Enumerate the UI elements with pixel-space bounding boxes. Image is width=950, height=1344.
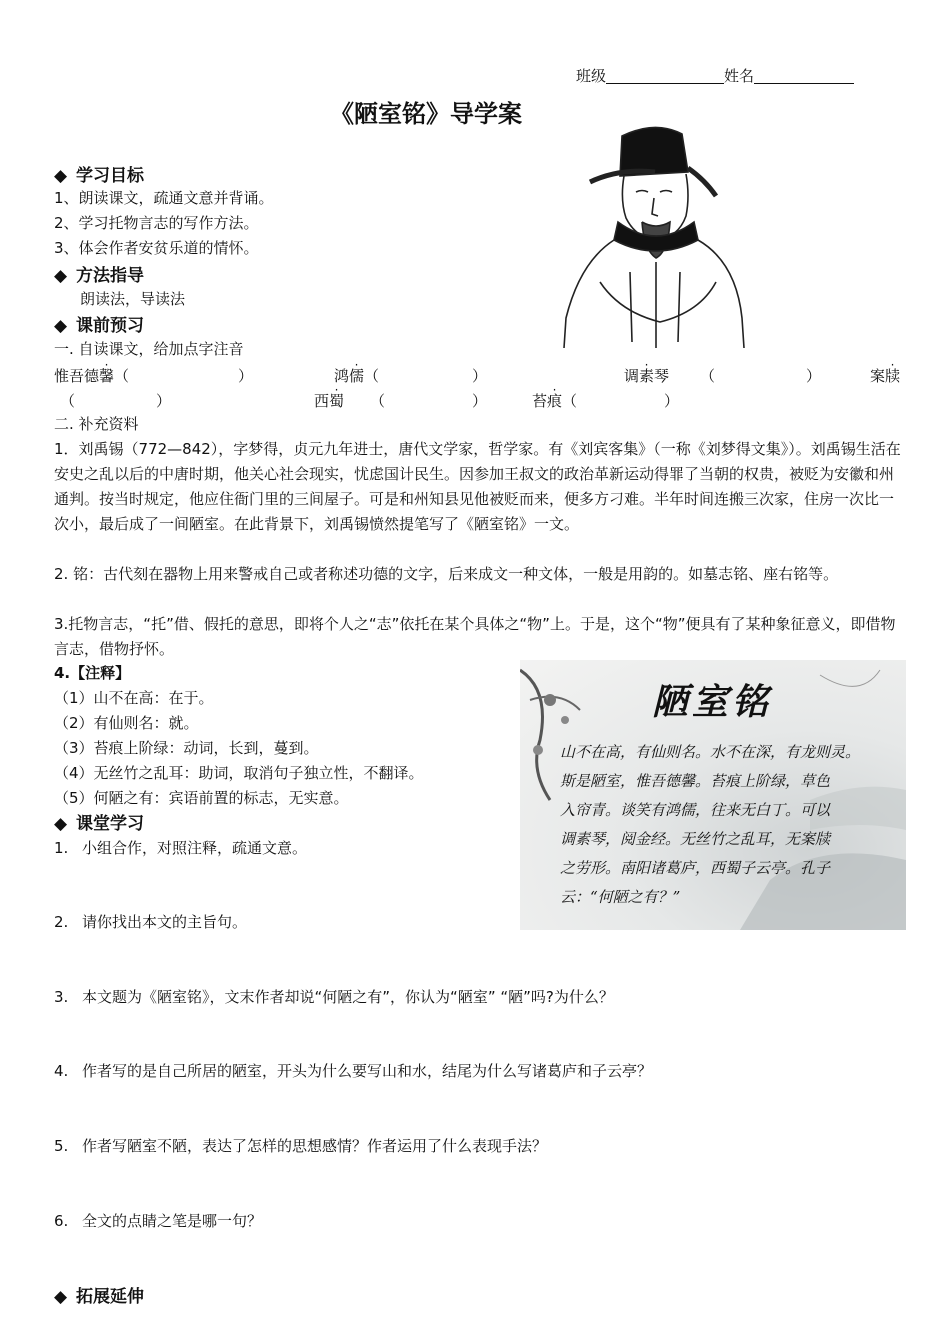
pinyin-item: 调素琴: [624, 367, 670, 385]
calligraphy-line: 之劳形。南阳诸葛庐，西蜀子云亭。孔子: [560, 859, 831, 877]
page-title: 《陋室铭》导学案: [330, 100, 522, 128]
diamond-bullet-icon: ◆: [54, 814, 68, 834]
pinyin-item: 鸿儒（: [334, 367, 380, 385]
portrait-liu-yuxi-icon: [564, 127, 744, 348]
pinyin-close: ）: [472, 367, 488, 385]
diamond-bullet-icon: ◆: [54, 1287, 68, 1307]
material-paragraph-3: 3.托物言志，“托”借、假托的意思，即将个人之“志”依托在某个具体之“物”上。于是，这个“物”便具有了某种象征意义，即借物言志，借物抒怀。: [54, 615, 896, 658]
pinyin-close: ）: [664, 392, 680, 410]
pinyin-open: （: [370, 392, 386, 410]
question-item: 4. 作者写的是自己所居的陋室，开头为什么要写山和水，结尾为什么写诸葛庐和子云亭？: [54, 1062, 653, 1080]
note-item: （4）无丝竹之乱耳：助词，取消句子独立性，不翻译。: [54, 764, 424, 782]
material-paragraph-1: 1．刘禹锡（772—842），字梦得，贞元九年进士，唐代文学家，哲学家。有《刘宾客集》（一称《刘梦得文集》）。刘禹锡生活在安史之乱以后的中唐时期，他关心社会现实，忧虑国计民生。因参加王叔文的政治革新运动得罪了当朝的权贵，被贬为安徽和州通判。按当时规定，他应住衙门里的三间屋子。可是和州知县见他被贬而来，便多方刁难。半年时间连搬三次家，住房一次比一次小，最后成了一间陋室。在此背景下，刘禹锡愤然提笔写了《陋室铭》一文。: [54, 440, 901, 533]
notes-title: 4.【注释】: [54, 664, 131, 682]
question-item: 5. 作者写陋室不陋，表达了怎样的思想感情？作者运用了什么表现手法？: [54, 1137, 548, 1155]
pinyin-open: （: [60, 392, 76, 410]
name-label: 姓名: [724, 67, 755, 85]
preview-sub2: 二. 补充资料: [54, 415, 139, 433]
class-label: 班级: [576, 67, 607, 85]
note-item: （1）山不在高：在于。: [54, 689, 214, 707]
section-method-heading: ◆ 方法指导: [54, 266, 144, 286]
calligraphy-line: 斯是陋室，惟吾德馨。苔痕上阶绿，草色: [560, 772, 831, 790]
material-paragraph-2: 2. 铭：古代刻在器物上用来警戒自己或者称述功德的文字，后来成文一种文体，一般是用韵的。如墓志铭、座右铭等。: [54, 565, 839, 583]
calligraphy-title: 陋室铭: [652, 681, 773, 723]
pinyin-item: 案牍: [870, 367, 901, 385]
class-blank[interactable]: [606, 67, 724, 84]
pinyin-item: 苔痕（: [532, 392, 578, 410]
pinyin-item: 惟吾德馨（: [54, 367, 130, 385]
section-classroom-heading: ◆ 课堂学习: [54, 814, 144, 834]
calligraphy-image: [520, 660, 906, 930]
question-item: 2. 请你找出本文的主旨句。: [54, 913, 248, 931]
goal-item: 2、学习托物言志的写作方法。: [54, 214, 259, 232]
question-item: 6. 全文的点睛之笔是哪一句？: [54, 1212, 263, 1230]
note-item: （3）苔痕上阶绿：动词，长到，蔓到。: [54, 739, 319, 757]
calligraphy-line: 调素琴，阅金经。无丝竹之乱耳，无案牍: [560, 830, 831, 848]
section-preview-heading: ◆ 课前预习: [54, 316, 144, 336]
calligraphy-line: 云：“何陋之有？”: [560, 888, 681, 906]
goal-item: 1、朗读课文，疏通文意并背诵。: [54, 189, 274, 207]
diamond-bullet-icon: ◆: [54, 266, 68, 286]
section-extend-heading: ◆ 拓展延伸: [54, 1287, 144, 1307]
calligraphy-line: 入帘青。谈笑有鸿儒，往来无白丁。可以: [560, 801, 831, 819]
method-text: 朗读法，导读法: [80, 290, 186, 308]
pinyin-item: 西蜀: [314, 392, 345, 410]
question-item: 3. 本文题为《陋室铭》，文末作者却说“何陋之有”，你认为“陋室” “陋”吗?为什么？: [54, 988, 614, 1006]
diamond-bullet-icon: ◆: [54, 316, 68, 336]
pinyin-close: ）: [472, 392, 488, 410]
goal-item: 3、体会作者安贫乐道的情怀。: [54, 239, 259, 257]
diamond-bullet-icon: ◆: [54, 166, 68, 186]
calligraphy-line: 山不在高，有仙则名。水不在深，有龙则灵。: [560, 743, 861, 761]
portrait-image: [560, 122, 750, 348]
question-item: 1. 小组合作，对照注释，疏通文意。: [54, 839, 308, 857]
name-blank[interactable]: [754, 67, 854, 84]
preview-sub1: 一. 自读课文，给加点字注音: [54, 340, 244, 358]
note-item: （5）何陋之有：宾语前置的标志，无实意。: [54, 789, 349, 807]
section-goals-heading: ◆ 学习目标: [54, 166, 144, 186]
calligraphy-text: [560, 738, 860, 912]
pinyin-close: ）: [156, 392, 172, 410]
note-item: （2）有仙则名：就。: [54, 714, 199, 732]
pinyin-open: （: [700, 367, 716, 385]
class-name-line: [576, 64, 854, 89]
pinyin-close: ）: [238, 367, 254, 385]
pinyin-close: ）: [806, 367, 822, 385]
